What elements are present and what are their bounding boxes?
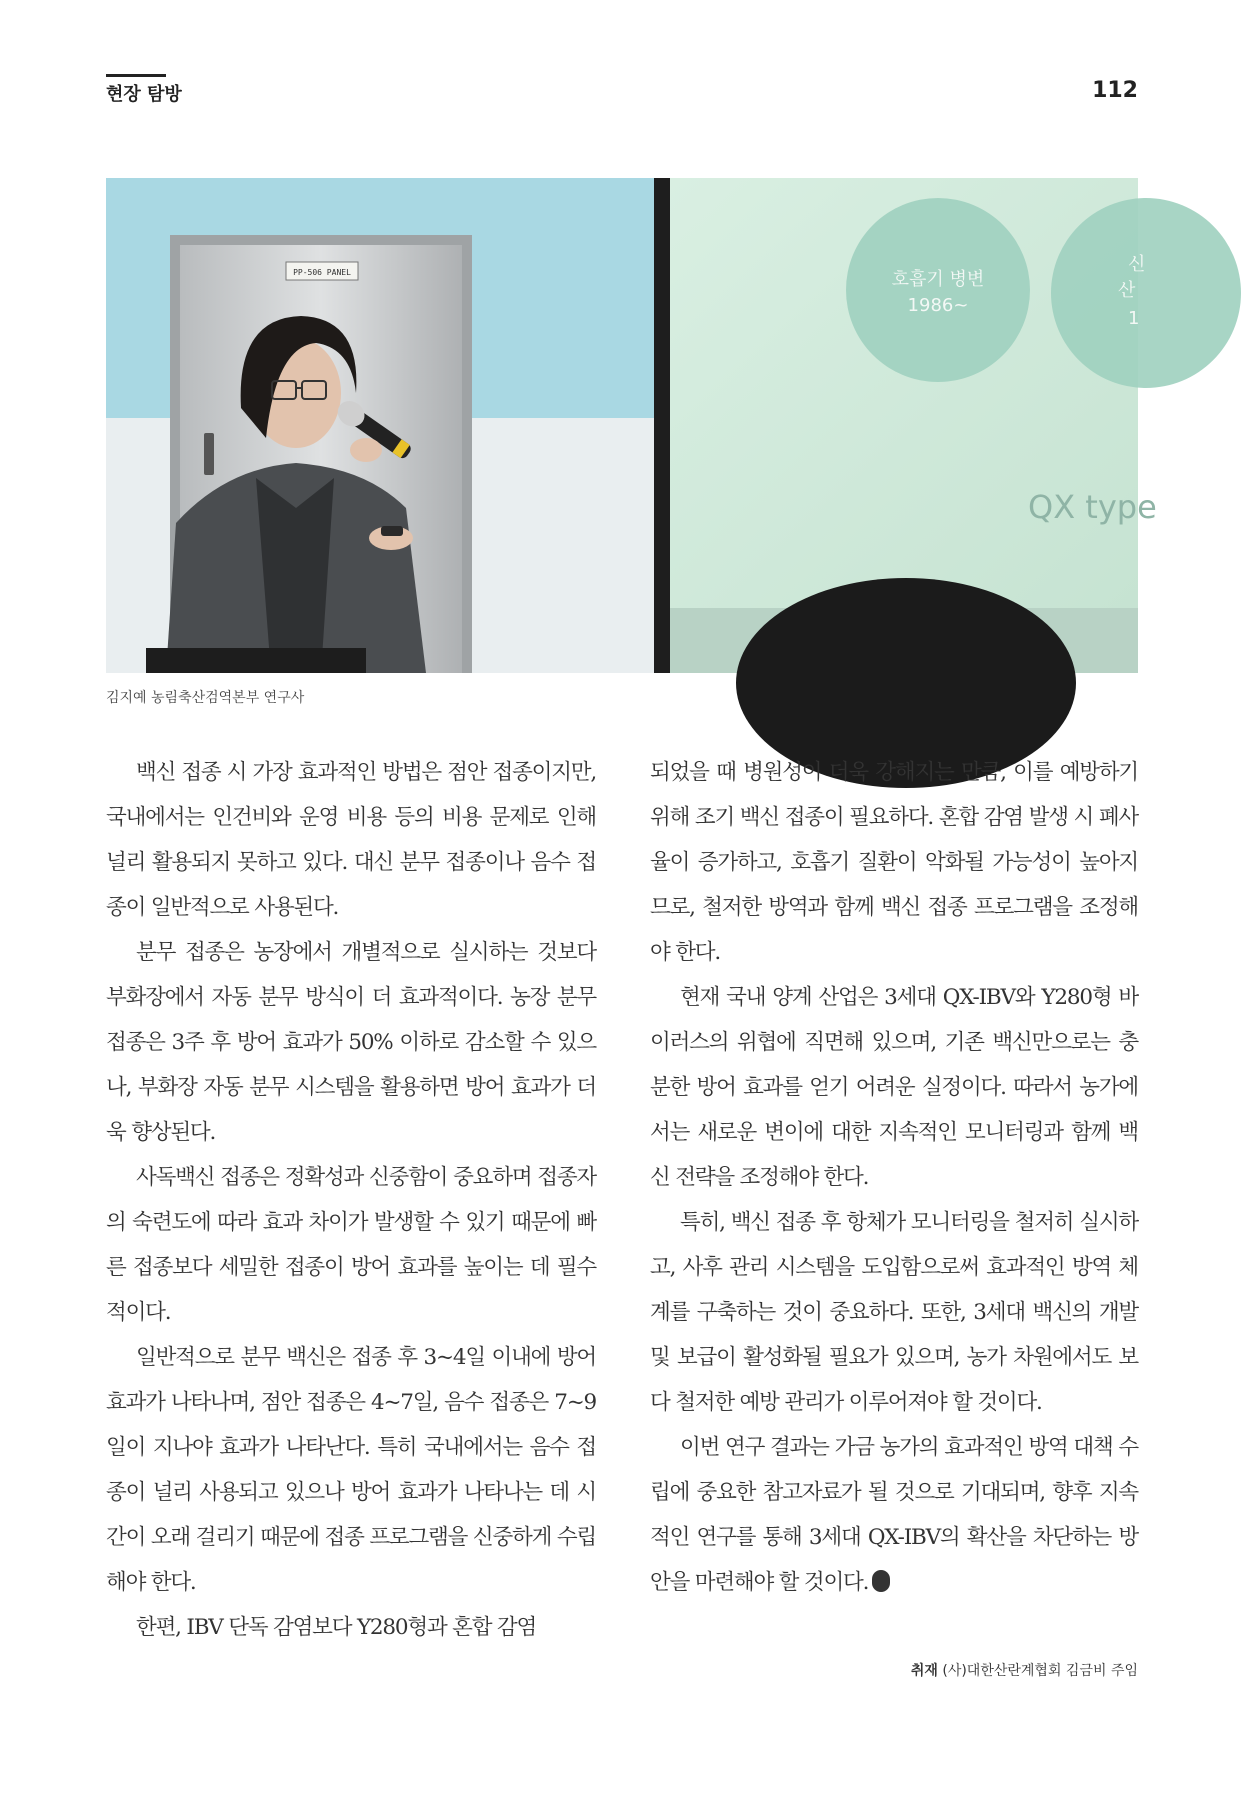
paragraph: 일반적으로 분무 백신은 접종 후 3~4일 이내에 방어 효과가 나타나며, 점안 접종은 4~7일, 음수 접종은 7~9일이 지나야 효과가 나타난다. 특히 국내에서는 음수 접종이 널리 사용되고 있으나 방어 효과가 나타나는 데 시간이 오래 걸리기 때문에 접종 프로그램을 신중하게 수립해야 한다. bbox=[106, 1345, 596, 1595]
screen-circle-1 bbox=[846, 198, 1030, 382]
screen-circle-2-line2: 산 bbox=[1118, 280, 1136, 301]
byline bbox=[700, 1660, 1138, 1680]
last-paragraph-text: 이번 연구 결과는 가금 농가의 효과적인 방역 대책 수립에 중요한 참고자료가 될 것으로 기대되며, 향후 지속적인 연구를 통해 3세대 QX-IBV의 확산을 차단하는 방안을 마련해야 할 것이다. bbox=[650, 1435, 1138, 1595]
screen-circle-2-line1: 신 bbox=[1128, 254, 1146, 275]
article-photo bbox=[106, 178, 1157, 673]
article-column-right bbox=[650, 750, 1138, 1605]
photo-caption: 김지예 농림축산검역본부 연구사 bbox=[106, 690, 305, 706]
end-mark-icon bbox=[872, 1570, 890, 1592]
photo-illustration bbox=[106, 178, 1157, 673]
paragraph: 특히, 백신 접종 후 항체가 모니터링을 철저히 실시하고, 사후 관리 시스템을 도입함으로써 효과적인 방역 체계를 구축하는 것이 중요하다. 또한, 3세대 백신의 개발 및 보급이 활성화될 필요가 있으며, 농가 차원에서도 보다 철저한 예방 관리가 이루어져야 할 것이다. bbox=[650, 1210, 1138, 1415]
paragraph: 한편, IBV 단독 감염보다 Y280형과 혼합 감염 bbox=[136, 1615, 537, 1640]
header-rule bbox=[106, 74, 166, 77]
screen-circle-1-line1: 호흡기 병변 bbox=[891, 269, 985, 290]
screen-circle-2-line3: 1 bbox=[1128, 308, 1140, 329]
article-column-left bbox=[106, 750, 596, 1650]
byline-text: (사)대한산란계협회 김금비 주임 bbox=[942, 1663, 1138, 1679]
paragraph: 현재 국내 양계 산업은 3세대 QX-IBV와 Y280형 바이러스의 위협에 직면해 있으며, 기존 백신만으로는 충분한 방어 효과를 얻기 어려운 실정이다. 따라서 농가에서는 새로운 변이에 대한 지속적인 모니터링과 함께 백신 전략을 조정해야 한다. bbox=[650, 985, 1138, 1190]
page-number: 112 bbox=[1092, 78, 1138, 103]
byline-label: 취재 bbox=[910, 1663, 938, 1679]
paragraph: 백신 접종 시 가장 효과적인 방법은 점안 접종이지만, 국내에서는 인건비와 운영 비용 등의 비용 문제로 인해 널리 활용되지 못하고 있다. 대신 분무 접종이나 음수 접종이 일반적으로 사용된다. bbox=[106, 760, 596, 920]
screen-text: QX type bbox=[1028, 488, 1157, 526]
paragraph-continuation: 되었을 때 병원성이 더욱 강해지는 만큼, 이를 예방하기 위해 조기 백신 접종이 필요하다. 혼합 감염 발생 시 폐사율이 증가하고, 호흡기 질환이 악화될 가능성이 높아지므로, 철저한 방역과 함께 백신 접종 프로그램을 조정해야 한다. bbox=[650, 760, 1138, 965]
screen-circle-1-line2: 1986~ bbox=[907, 295, 969, 316]
screen-circle-2 bbox=[1051, 198, 1241, 388]
paragraph: 사독백신 접종은 정확성과 신중함이 중요하며 접종자의 숙련도에 따라 효과 차이가 발생할 수 있기 때문에 빠른 접종보다 세밀한 접종이 방어 효과를 높이는 데 필수적이다. bbox=[106, 1165, 596, 1325]
section-label: 현장 탐방 bbox=[106, 84, 182, 105]
paragraph: 분무 접종은 농장에서 개별적으로 실시하는 것보다 부화장에서 자동 분무 방식이 더 효과적이다. 농장 분무 접종은 3주 후 방어 효과가 50% 이하로 감소할 수 있으나, 부화장 자동 분무 시스템을 활용하면 방어 효과가 더욱 향상된다. bbox=[106, 940, 596, 1145]
door-sign: PP-506 PANEL bbox=[293, 268, 351, 277]
last-paragraph bbox=[650, 1425, 1138, 1605]
